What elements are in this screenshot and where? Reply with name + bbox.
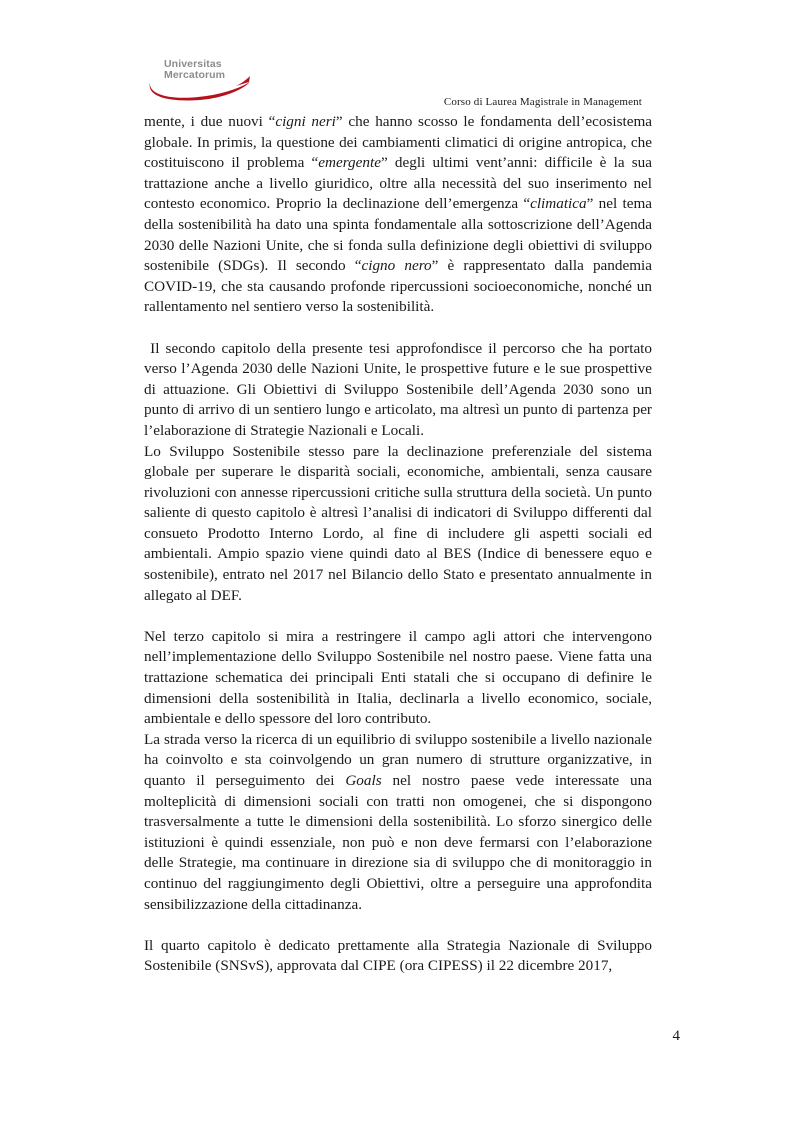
logo-line-mercatorum: Mercatorum (164, 69, 226, 81)
paragraph: Nel terzo capitolo si mira a restringere il campo agli attori che intervengono nell’implementazione dello Sviluppo Sostenibile nel nostro paese. Viene fatta una trattazione schematica dei principali Enti statali che si occupano di definire le dimensioni della sostenibilità in Italia, declinarla a livello economico, sociale, ambientale e dello spessore del loro contributo. (144, 627, 652, 728)
logo-line-universitas: Universitas (164, 58, 222, 70)
document-body (144, 112, 652, 977)
logo-text (164, 59, 225, 81)
paragraph: La strada verso la ricerca di un equilibrio di sviluppo sostenibile a livello nazionale ha coinvolto e sta coinvolgendo un gran numero di strutture organizzative, in quanto il perseguimento dei Goals nel nostro paese vede interessate una molteplicità di dimensioni sociali con tratti non omogenei, che si dispongono trasversalmente a tutte le dimensioni della sostenibilità. Lo sforzo sinergico delle istituzioni è quindi essenziale, non può e non deve fermarsi con l’elaborazione delle Strategie, ma continuare in direzione sia di sviluppo che di monitoraggio in continuo del raggiungimento degli Obiettivi, oltre a perseguire una approfondita sensibilizzazione della cittadinanza. (144, 730, 652, 913)
page-number: 4 (672, 1028, 680, 1044)
course-header: Corso di Laurea Magistrale in Management (443, 96, 642, 108)
university-logo (146, 56, 252, 102)
paragraph: Il quarto capitolo è dedicato prettamente alla Strategia Nazionale di Sviluppo Sostenibile (SNSvS), approvata dal CIPE (ora CIPESS) il 22 dicembre 2017, (144, 936, 652, 975)
paragraph: Lo Sviluppo Sostenibile stesso pare la declinazione preferenziale del sistema globale per superare le disparità sociali, economiche, ambientali, senza causare rivoluzioni con annesse ripercussioni critiche sulla struttura della società. Un punto saliente di questo capitolo è altresì l’analisi di indicatori di Sviluppo differenti dal consueto Prodotto Interno Lordo, al fine di includere gli aspetti sociali ed ambientali. Ampio spazio viene quindi dato al BES (Indice di benessere equo e sostenibile), entrato nel 2017 nel Bilancio dello Stato e presentato annualmente in allegato al DEF. (144, 442, 652, 604)
paragraph: Il secondo capitolo della presente tesi approfondisce il percorso che ha portato verso l’Agenda 2030 delle Nazioni Unite, le prospettive future e le sue prospettive di attuazione. Gli Obiettivi di Sviluppo Sostenibile dell’Agenda 2030 sono un punto di arrivo di un sentiero lungo e articolato, ma altresì un punto di partenza per l’elaborazione di Strategie Nazionali e Locali. (144, 339, 652, 439)
paragraph: mente, i due nuovi “cigni neri” che hanno scosso le fondamenta dell’ecosistema globale. In primis, la questione dei cambiamenti climatici di origine antropica, che costituiscono il problema “emergente” degli ultimi vent’anni: difficile è la sua trattazione anche a livello giuridico, oltre alla necessità del suo inserimento nel contesto economico. Proprio la declinazione dell’emergenza “climatica” nel tema della sostenibilità ha dato una spinta fondamentale alla sottoscrizione dell’Agenda 2030 delle Nazioni Unite, che si fonda sulla definizione degli obiettivi di sviluppo sostenibile (SDGs). Il secondo “cigno nero” è rappresentato dalla pandemia COVID-19, che sta causando profonde ripercussioni socioeconomiche, nonché un rallentamento nel sentiero verso la sostenibilità. (144, 113, 653, 316)
